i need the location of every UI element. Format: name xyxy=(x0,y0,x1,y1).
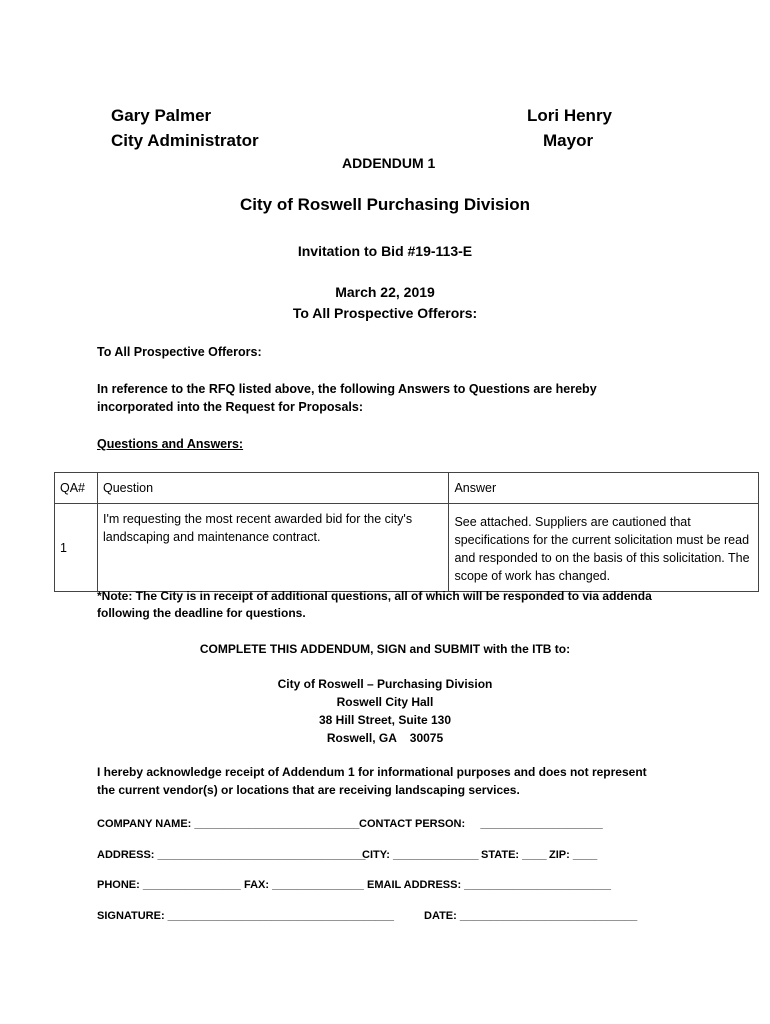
mayor-title: Mayor xyxy=(543,131,594,150)
qa-table-header-row xyxy=(55,473,759,504)
address-line-1: City of Roswell – Purchasing Division xyxy=(277,677,493,691)
table-row xyxy=(55,504,759,592)
header-question: Question xyxy=(97,473,448,504)
header-answer: Answer xyxy=(449,473,759,504)
state-field[interactable]: STATE: ____ xyxy=(481,849,547,861)
qa-heading: Questions and Answers: xyxy=(97,437,244,451)
address-line-2: Roswell City Hall xyxy=(336,695,434,709)
ack-line-1: I hereby acknowledge receipt of Addendum 1 for informational purposes and does not represent xyxy=(97,765,647,779)
city-field[interactable]: CITY: ______________ xyxy=(362,849,479,861)
submit-instruction: COMPLETE THIS ADDENDUM, SIGN and SUBMIT with the ITB to: xyxy=(199,642,571,656)
question-cell: I'm requesting the most recent awarded bid for the city's landscaping and maintenance contract. xyxy=(97,504,448,592)
bid-date: March 22, 2019 xyxy=(335,284,435,300)
fax-field[interactable]: FAX: _______________ xyxy=(244,879,364,891)
contact-person-field[interactable]: CONTACT PERSON: ____________________ xyxy=(359,818,603,830)
qa-table xyxy=(54,472,759,592)
answer-cell: See attached. Suppliers are cautioned that specifications for the current solicitation must be read and responded to on the basis of this solicitation. The scope of work has changed. xyxy=(449,504,759,592)
phone-field[interactable]: PHONE: ________________ xyxy=(97,879,241,891)
company-name-field[interactable]: COMPANY NAME: ___________________________ xyxy=(97,818,360,830)
administrator-title: City Administrator xyxy=(111,131,259,150)
note-line-2: following the deadline for questions. xyxy=(97,606,306,620)
qa-number-cell: 1 xyxy=(55,504,98,592)
header-qa-number: QA# xyxy=(55,473,98,504)
email-field[interactable]: EMAIL ADDRESS: ________________________ xyxy=(367,879,611,891)
zip-field[interactable]: ZIP: ____ xyxy=(549,849,598,861)
note-line-1: *Note: The City is in receipt of additional questions, all of which will be responded to via addenda xyxy=(97,589,652,603)
addendum-label: ADDENDUM 1 xyxy=(342,155,436,171)
offerors-heading: To All Prospective Offerors: xyxy=(292,305,478,321)
greeting: To All Prospective Offerors: xyxy=(97,345,262,359)
address-line-3: 38 Hill Street, Suite 130 xyxy=(318,713,452,727)
division-title: City of Roswell Purchasing Division xyxy=(240,195,530,214)
address-line-4: Roswell, GA 30075 xyxy=(326,731,444,745)
date-field[interactable]: DATE: _____________________________ xyxy=(424,910,638,922)
intro-line-1: In reference to the RFQ listed above, the following Answers to Questions are hereby xyxy=(97,382,597,396)
bid-number: Invitation to Bid #19-113-E xyxy=(297,243,473,259)
ack-line-2: the current vendor(s) or locations that are receiving landscaping services. xyxy=(97,783,520,797)
intro-line-2: incorporated into the Request for Proposals: xyxy=(97,400,363,414)
mayor-name: Lori Henry xyxy=(527,106,613,125)
address-field[interactable]: ADDRESS: __________________________________ xyxy=(97,849,366,861)
administrator-name: Gary Palmer xyxy=(111,106,212,125)
signature-field[interactable]: SIGNATURE: _____________________________________ xyxy=(97,910,395,922)
